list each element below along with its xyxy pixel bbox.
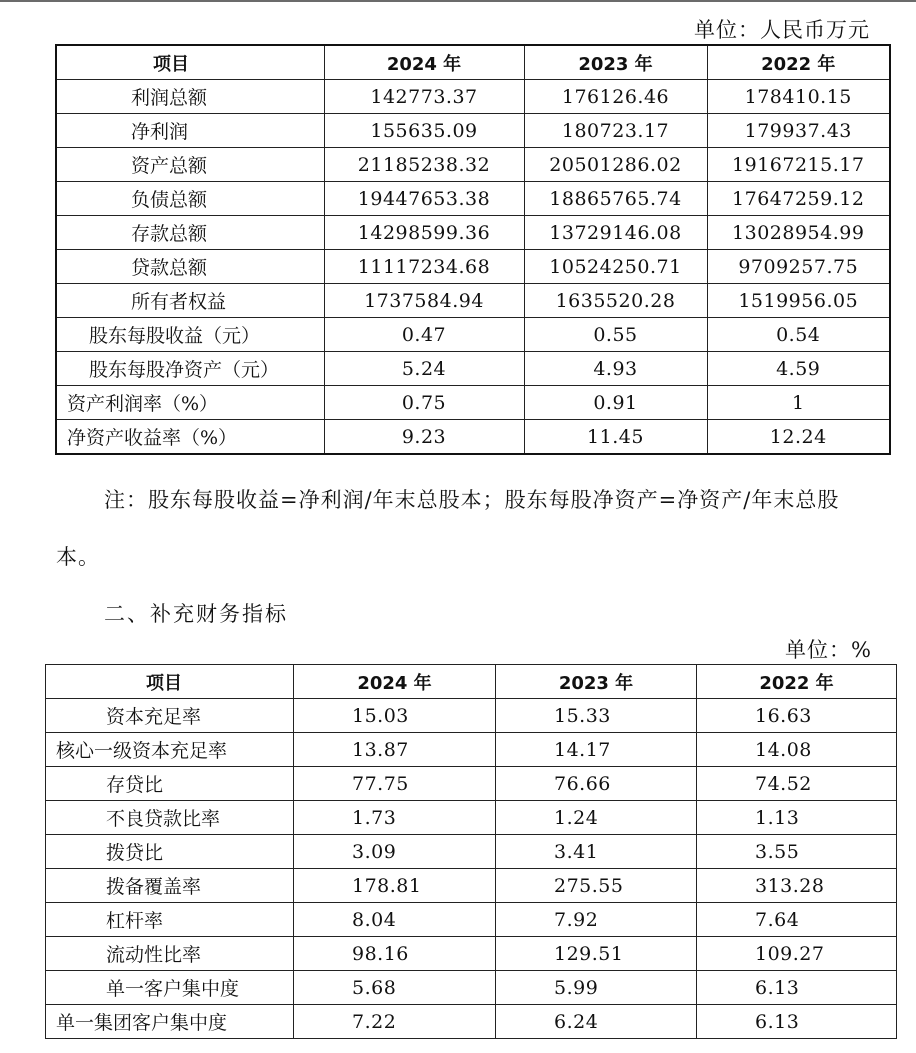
cell-2023: 14.17 [496, 733, 697, 767]
table-row [46, 733, 897, 767]
cell-2022: 12.24 [707, 420, 890, 455]
cell-2023: 11.45 [524, 420, 707, 455]
table-row [46, 903, 897, 937]
row-label: 负债总额 [56, 182, 324, 216]
row-label: 存款总额 [56, 216, 324, 250]
row-label: 存贷比 [46, 767, 294, 801]
row-label: 单一客户集中度 [46, 971, 294, 1005]
cell-2023: 3.41 [496, 835, 697, 869]
cell-2022: 1.13 [697, 801, 897, 835]
cell-2023: 1.24 [496, 801, 697, 835]
header-item: 项目 [56, 45, 324, 80]
table-row [46, 835, 897, 869]
cell-2023: 20501286.02 [524, 148, 707, 182]
footnote-line-2: 本。 [56, 545, 100, 569]
table-row [46, 937, 897, 971]
row-label: 拨备覆盖率 [46, 869, 294, 903]
row-label: 利润总额 [56, 80, 324, 114]
table-row [56, 386, 890, 420]
supplementary-indicators-table [45, 664, 897, 1039]
row-label: 资产总额 [56, 148, 324, 182]
cell-2022: 1519956.05 [707, 284, 890, 318]
cell-2022: 6.13 [697, 1005, 897, 1039]
cell-2023: 0.55 [524, 318, 707, 352]
row-label: 所有者权益 [56, 284, 324, 318]
cell-2023: 13729146.08 [524, 216, 707, 250]
table-row [56, 318, 890, 352]
table-row [46, 767, 897, 801]
table-row [56, 114, 890, 148]
cell-2024: 15.03 [294, 699, 496, 733]
cell-2023: 4.93 [524, 352, 707, 386]
table-row [46, 971, 897, 1005]
cell-2022: 1 [707, 386, 890, 420]
cell-2024: 155635.09 [324, 114, 524, 148]
cell-2022: 179937.43 [707, 114, 890, 148]
cell-2024: 3.09 [294, 835, 496, 869]
cell-2023: 1635520.28 [524, 284, 707, 318]
cell-2022: 0.54 [707, 318, 890, 352]
header-2023: 2023 年 [496, 665, 697, 699]
cell-2024: 98.16 [294, 937, 496, 971]
cell-2022: 109.27 [697, 937, 897, 971]
row-label: 不良贷款比率 [46, 801, 294, 835]
table-row [56, 420, 890, 455]
cell-2024: 142773.37 [324, 80, 524, 114]
cell-2024: 7.22 [294, 1005, 496, 1039]
header-2023: 2023 年 [524, 45, 707, 80]
cell-2024: 13.87 [294, 733, 496, 767]
cell-2022: 178410.15 [707, 80, 890, 114]
row-label: 股东每股净资产（元） [56, 352, 324, 386]
header-2022: 2022 年 [707, 45, 890, 80]
cell-2024: 0.47 [324, 318, 524, 352]
table-header-row [56, 45, 890, 80]
cell-2024: 11117234.68 [324, 250, 524, 284]
cell-2022: 16.63 [697, 699, 897, 733]
window-top-border [0, 0, 916, 2]
table-row [56, 80, 890, 114]
cell-2024: 178.81 [294, 869, 496, 903]
financial-data-table [55, 44, 891, 455]
cell-2022: 19167215.17 [707, 148, 890, 182]
row-label: 资产利润率（%） [56, 386, 324, 420]
cell-2022: 313.28 [697, 869, 897, 903]
cell-2024: 77.75 [294, 767, 496, 801]
cell-2024: 19447653.38 [324, 182, 524, 216]
cell-2024: 5.68 [294, 971, 496, 1005]
cell-2022: 4.59 [707, 352, 890, 386]
cell-2024: 8.04 [294, 903, 496, 937]
cell-2023: 15.33 [496, 699, 697, 733]
row-label: 拨贷比 [46, 835, 294, 869]
cell-2023: 18865765.74 [524, 182, 707, 216]
cell-2023: 76.66 [496, 767, 697, 801]
cell-2023: 7.92 [496, 903, 697, 937]
cell-2023: 129.51 [496, 937, 697, 971]
cell-2022: 6.13 [697, 971, 897, 1005]
section-heading: 二、补充财务指标 [104, 602, 288, 626]
cell-2023: 6.24 [496, 1005, 697, 1039]
table-row [56, 182, 890, 216]
table-row [56, 148, 890, 182]
table-row [46, 699, 897, 733]
table-row [46, 869, 897, 903]
cell-2024: 5.24 [324, 352, 524, 386]
cell-2023: 275.55 [496, 869, 697, 903]
table-row [46, 1005, 897, 1039]
table-row [56, 284, 890, 318]
row-label: 净资产收益率（%） [56, 420, 324, 455]
table1-unit-label: 单位：人民币万元 [694, 18, 870, 42]
cell-2022: 3.55 [697, 835, 897, 869]
footnote-line-1: 注：股东每股收益=净利润/年末总股本；股东每股净资产=净资产/年末总股 [104, 488, 840, 512]
header-item: 项目 [46, 665, 294, 699]
header-2022: 2022 年 [697, 665, 897, 699]
header-2024: 2024 年 [294, 665, 496, 699]
table-header-row [46, 665, 897, 699]
header-2024: 2024 年 [324, 45, 524, 80]
row-label: 资本充足率 [46, 699, 294, 733]
cell-2024: 1737584.94 [324, 284, 524, 318]
table-row [46, 801, 897, 835]
cell-2024: 1.73 [294, 801, 496, 835]
cell-2022: 13028954.99 [707, 216, 890, 250]
cell-2024: 14298599.36 [324, 216, 524, 250]
cell-2023: 5.99 [496, 971, 697, 1005]
row-label: 贷款总额 [56, 250, 324, 284]
cell-2023: 180723.17 [524, 114, 707, 148]
cell-2022: 9709257.75 [707, 250, 890, 284]
row-label: 净利润 [56, 114, 324, 148]
cell-2023: 176126.46 [524, 80, 707, 114]
row-label: 单一集团客户集中度 [46, 1005, 294, 1039]
cell-2023: 10524250.71 [524, 250, 707, 284]
row-label: 核心一级资本充足率 [46, 733, 294, 767]
cell-2023: 0.91 [524, 386, 707, 420]
row-label: 流动性比率 [46, 937, 294, 971]
cell-2022: 74.52 [697, 767, 897, 801]
cell-2022: 17647259.12 [707, 182, 890, 216]
cell-2024: 9.23 [324, 420, 524, 455]
table2-unit-label: 单位：% [785, 638, 872, 662]
row-label: 杠杆率 [46, 903, 294, 937]
table-row [56, 216, 890, 250]
cell-2024: 21185238.32 [324, 148, 524, 182]
table-row [56, 352, 890, 386]
cell-2022: 14.08 [697, 733, 897, 767]
cell-2022: 7.64 [697, 903, 897, 937]
cell-2024: 0.75 [324, 386, 524, 420]
table-row [56, 250, 890, 284]
row-label: 股东每股收益（元） [56, 318, 324, 352]
